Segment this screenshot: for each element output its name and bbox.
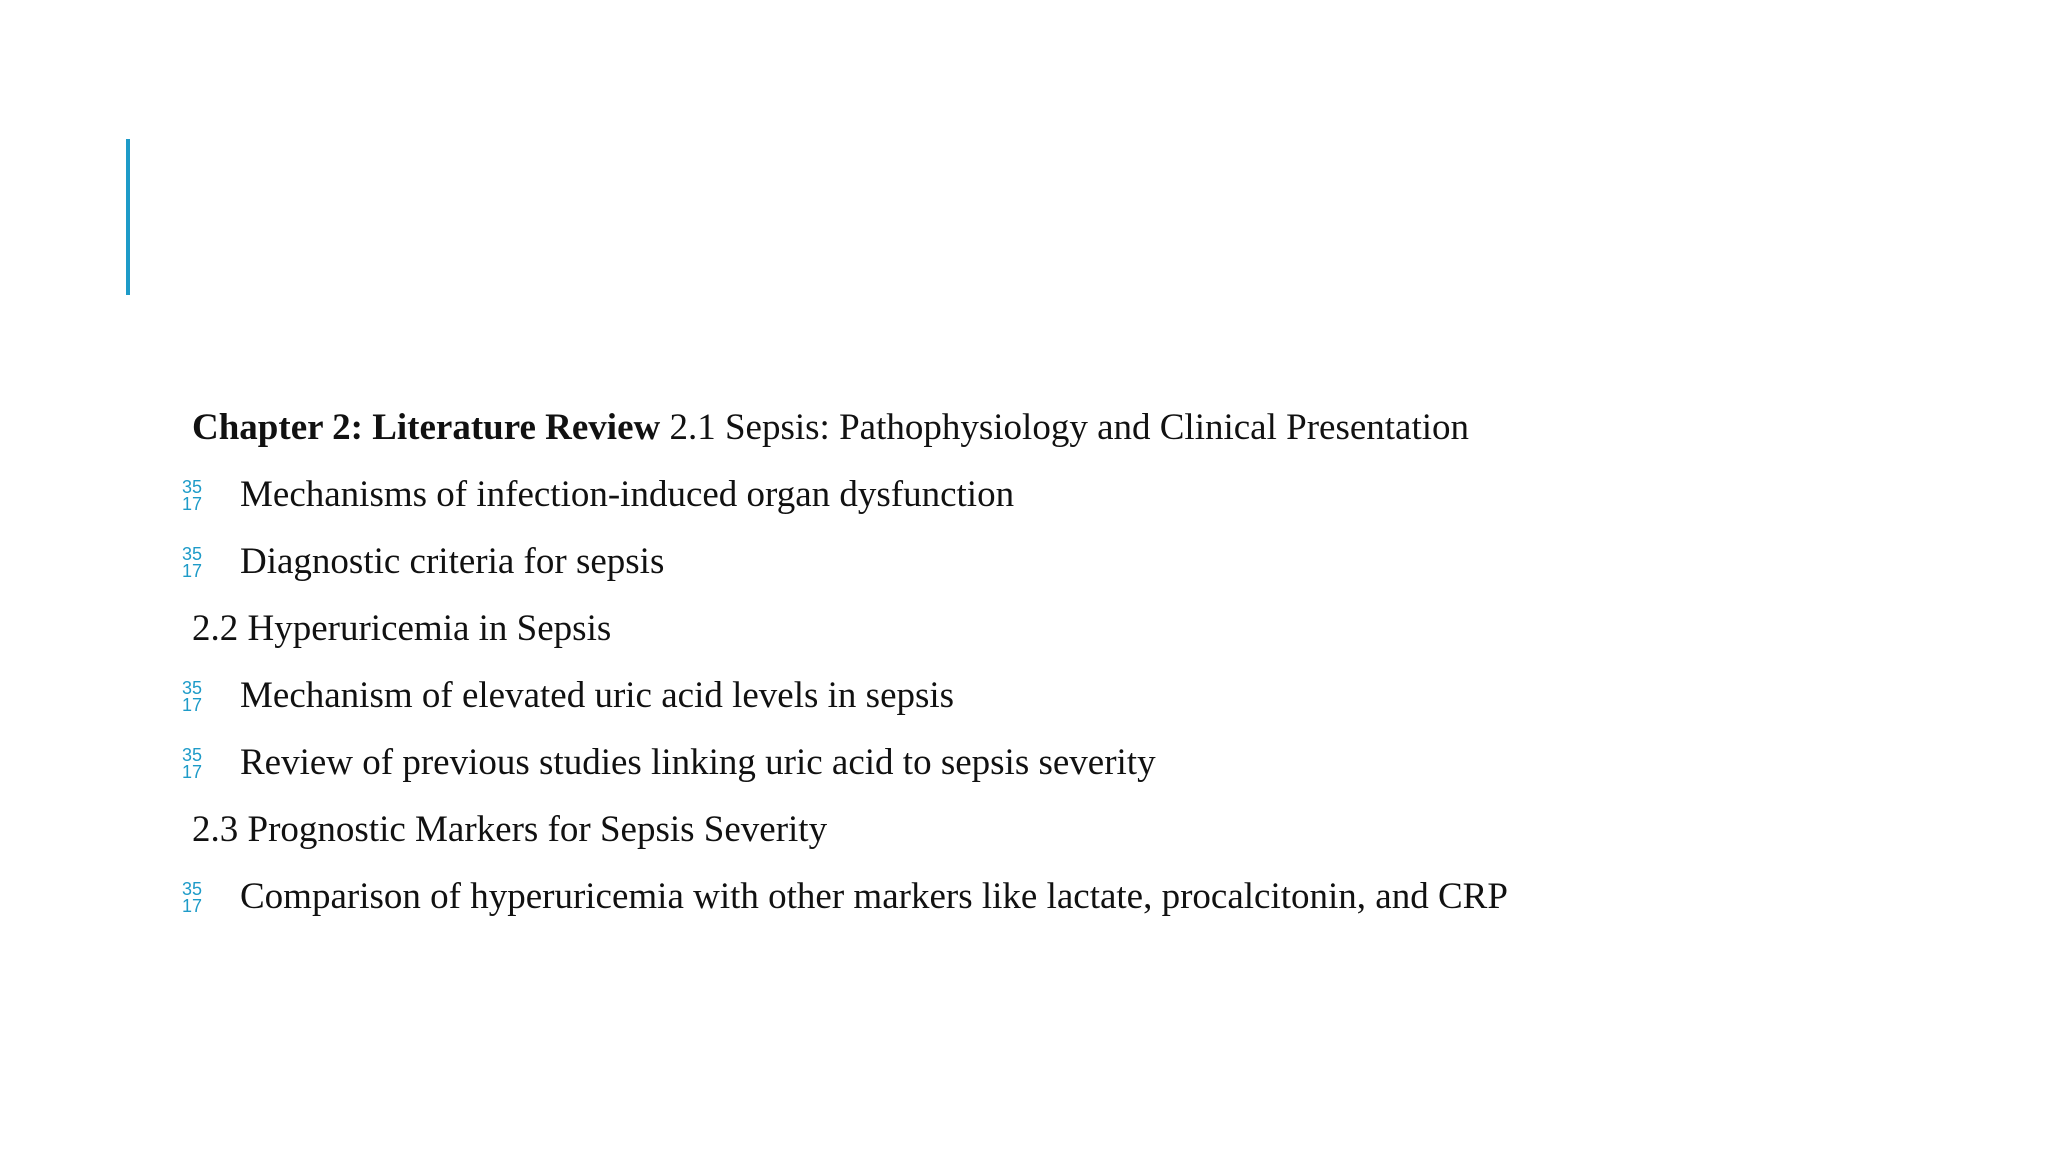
list-item: [182, 863, 1992, 930]
list-item: [182, 461, 1992, 528]
list-item-text: Diagnostic criteria for sepsis: [240, 541, 665, 582]
section-heading-2-3: 2.3 Prognostic Markers for Sepsis Severity: [192, 809, 828, 850]
list-item: [182, 729, 1992, 796]
title-accent-bar: [126, 139, 130, 295]
list-item-text: Mechanism of elevated uric acid levels in sepsis: [240, 675, 955, 716]
bullet-icon: 35 17: [182, 745, 203, 782]
chapter-heading: Chapter 2: Literature Review: [192, 407, 661, 448]
chapter-heading-line: [192, 394, 1992, 461]
slide-body: [182, 394, 1992, 930]
list-item-text: Review of previous studies linking uric acid to sepsis severity: [240, 742, 1156, 783]
section-heading-2-2: 2.2 Hyperuricemia in Sepsis: [192, 608, 612, 649]
list-item: [182, 662, 1992, 729]
list-item: [182, 528, 1992, 595]
bullet-icon: 35 17: [182, 544, 203, 581]
bullet-icon: 35 17: [182, 477, 203, 514]
list-item-text: Mechanisms of infection-induced organ dysfunction: [240, 474, 1015, 515]
section-heading-2-1: 2.1 Sepsis: Pathophysiology and Clinical Presentation: [660, 407, 1470, 448]
bullet-icon: 35 17: [182, 879, 203, 916]
bullet-icon: 35 17: [182, 678, 203, 715]
list-item-text: Comparison of hyperuricemia with other markers like lactate, procalcitonin, and CRP: [240, 876, 1508, 917]
